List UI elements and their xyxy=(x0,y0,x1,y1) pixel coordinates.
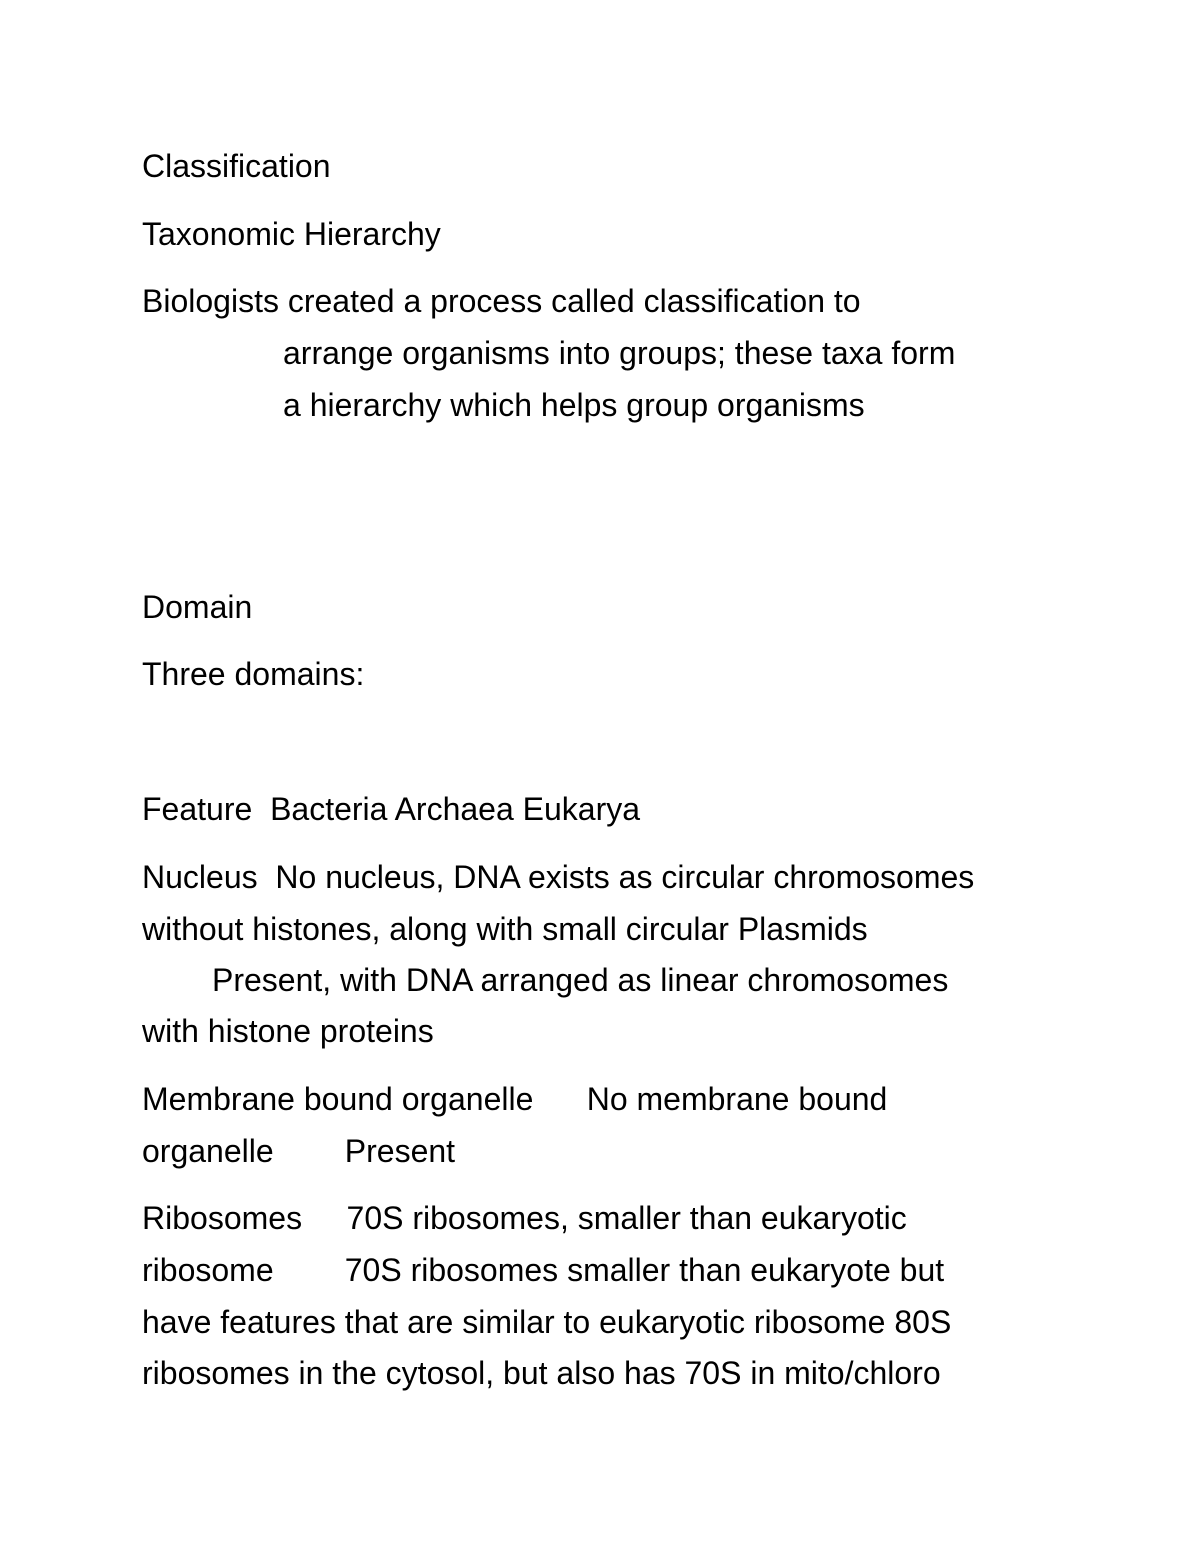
nucleus-line-1: Nucleus No nucleus, DNA exists as circular chromosomes xyxy=(142,859,975,895)
ribosome-line-4: ribosomes in the cytosol, but also has 70S in mito/chloro xyxy=(142,1355,941,1391)
ribosome-line-1: Ribosomes 70S ribosomes, smaller than eukaryotic xyxy=(142,1200,907,1236)
section-subheading: Three domains: xyxy=(142,656,365,692)
intro-line-3: a hierarchy which helps group organisms xyxy=(283,387,865,423)
document-title: Classification xyxy=(142,148,331,184)
section-heading: Domain xyxy=(142,589,253,625)
organelle-line-2: organelle Present xyxy=(142,1133,456,1169)
intro-line-1: Biologists created a process called classification to xyxy=(142,283,861,319)
ribosome-line-2: ribosome 70S ribosomes smaller than eukaryote but xyxy=(142,1252,945,1288)
nucleus-line-2: without histones, along with small circular Plasmids xyxy=(142,911,868,947)
document-subtitle: Taxonomic Hierarchy xyxy=(142,216,441,252)
nucleus-line-3: Present, with DNA arranged as linear chromosomes xyxy=(212,962,949,998)
intro-line-2: arrange organisms into groups; these taxa form xyxy=(283,335,956,371)
organelle-line-1: Membrane bound organelle No membrane bound xyxy=(142,1081,888,1117)
ribosome-line-3: have features that are similar to eukaryotic ribosome 80S xyxy=(142,1304,952,1340)
nucleus-line-4: with histone proteins xyxy=(142,1013,434,1049)
table-header-line: Feature Bacteria Archaea Eukarya xyxy=(142,791,641,827)
